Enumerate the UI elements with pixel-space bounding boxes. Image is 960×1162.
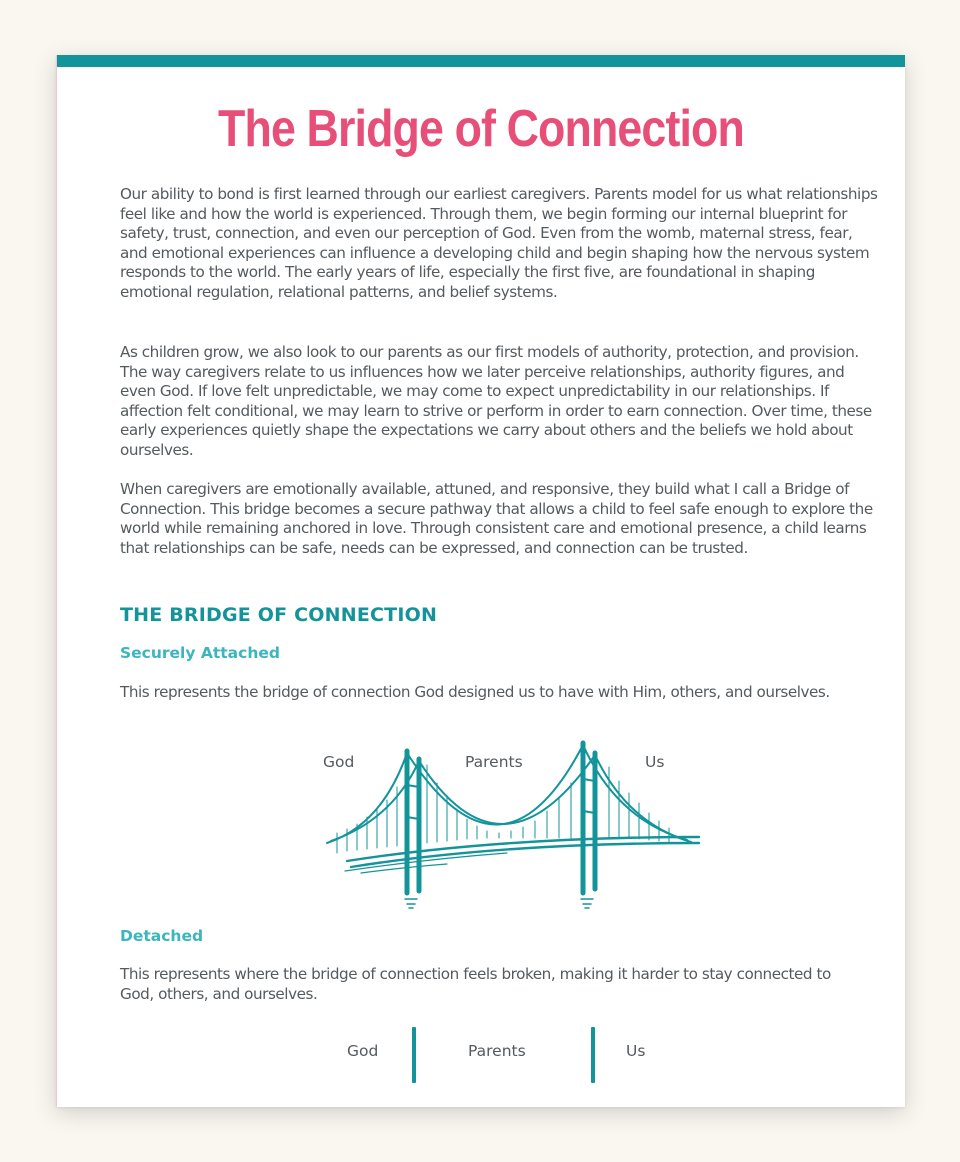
detached-label-parents: Parents bbox=[468, 1042, 526, 1060]
growth-paragraph: As children grow, we also look to our parents as our first models of authority, protection, and provision. The way caregivers relate to us influences how we later perceive relationships, authority figures, and even God. If love felt unpredictable, we may come to expect unpredictability in our relationships. If affection felt conditional, we may learn to strive or perform in order to earn connection. Over time, these early experiences quietly shape the expectations we carry about others and the beliefs we hold about ourselves. bbox=[120, 343, 872, 459]
detached-description: This represents where the bridge of connection feels broken, making it harder to stay connected to God, others, and ourselves. bbox=[120, 965, 831, 1003]
bridge-label-god: God bbox=[323, 753, 355, 771]
bridge-label-parents: Parents bbox=[465, 753, 523, 771]
intro-paragraph: Our ability to bond is first learned through our earliest caregivers. Parents model for us what relationships feel like and how the world is experienced. Through them, we begin forming our internal blueprint for safety, trust, connection, and even our perception of God. Even from the womb, maternal stress, fear, and emotional experiences can influence a developing child and begin shaping how the nervous system responds to the world. The early years of life, especially the first five, are foundational in shaping emotional regulation, relational patterns, and belief systems. bbox=[120, 185, 878, 301]
suspension-bridge-icon bbox=[287, 725, 707, 915]
detached-label-us: Us bbox=[626, 1042, 646, 1060]
top-accent-bar bbox=[57, 55, 905, 67]
securely-attached-heading: Securely Attached bbox=[120, 644, 280, 662]
detached-label-god: God bbox=[347, 1042, 379, 1060]
section-heading: THE BRIDGE OF CONNECTION bbox=[120, 604, 438, 626]
bridge-label-us: Us bbox=[645, 753, 665, 771]
pillar-left bbox=[412, 1027, 416, 1083]
securely-attached-description: This represents the bridge of connection God designed us to have with Him, others, and ourselves. bbox=[120, 683, 830, 701]
pillar-right bbox=[591, 1027, 595, 1083]
page-title: The Bridge of Connection bbox=[218, 100, 744, 158]
document-page bbox=[56, 55, 905, 1107]
detached-heading: Detached bbox=[120, 927, 204, 945]
caregivers-paragraph: When caregivers are emotionally available, attuned, and responsive, they build what I call a Bridge of Connection. This bridge becomes a secure pathway that allows a child to feel safe enough to explore the world while remaining anchored in love. Through consistent care and emotional presence, a child learns that relationships can be safe, needs can be expressed, and connection can be trusted. bbox=[120, 480, 873, 557]
